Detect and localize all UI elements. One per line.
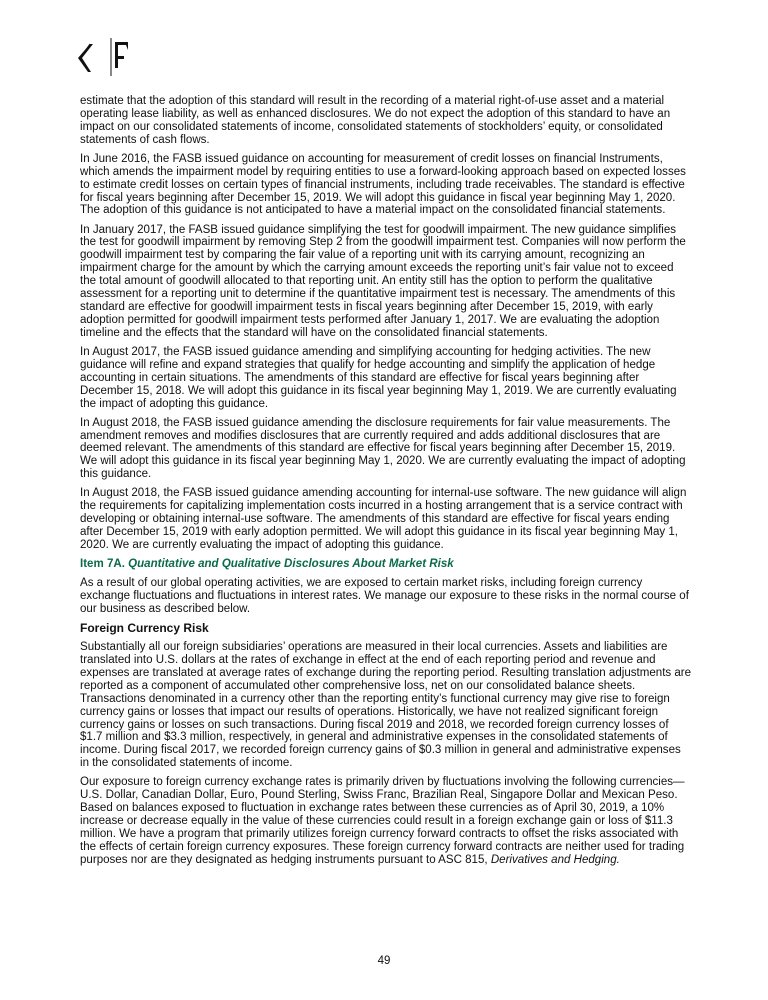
subheading-foreign-currency-risk: Foreign Currency Risk — [80, 621, 209, 636]
section-heading-item-7a — [80, 558, 692, 571]
document-body — [80, 95, 692, 873]
paragraph-fx-1: Substantially all our foreign subsidiaries’ operations are measured in their local currencies. Assets and liabilities are translated into U.S. dollars at the rates of exchange in effect at the end of each reporting period and revenue and expenses are translated at average rates of exchange during the reporting period. Resulting translation adjustments are reported as a component of accumulated other comprehensive loss, net on our consolidated balance sheets. Transactions denominated in a currency other than the reporting entity’s functional currency may give rise to foreign currency gains or losses that impact our results of operations. Historically, we have not realized significant foreign currency gains or losses on such transactions. During fiscal 2019 and 2018, we recorded foreign currency losses of $1.7 million and $3.3 million, respectively, in general and administrative expenses in the consolidated statements of income. During fiscal 2017, we recorded foreign currency gains of $0.3 million in general and administrative expenses in the consolidated statements of income. — [80, 641, 692, 770]
paragraph-credit-losses: In June 2016, the FASB issued guidance on accounting for measurement of credit losses on financial Instruments, which amends the impairment model by requiring entities to use a forward-looking approach based on expected losses to estimate credit losses on certain types of financial instruments, including trade receivables. The standard is effective for fiscal years beginning after December 15, 2019. We will adopt this guidance in fiscal year beginning May 1, 2020. The adoption of this guidance is not anticipated to have a material impact on the consolidated financial statements. — [80, 152, 686, 217]
paragraph-goodwill: In January 2017, the FASB issued guidance simplifying the test for goodwill impairment. The new guidance simplifies the test for goodwill impairment by removing Step 2 from the goodwill impairment test. Companies will now perform the goodwill impairment test by comparing the fair value of a reporting unit with its carrying amount, recognizing an impairment charge for the amount by which the carrying amount exceeds the reporting unit’s fair value not to exceed the total amount of goodwill allocated to that reporting unit. An entity still has the option to perform the qualitative assessment for a reporting unit to determine if the quantitative impairment test is necessary. The amendments of this standard are effective for goodwill impairment tests in fiscal years beginning after December 15, 2019, with early adoption permitted for goodwill impairment tests performed after January 1, 2017. We are evaluating the adoption timeline and the effects that the standard will have on the consolidated financial statements. — [80, 223, 686, 339]
item-title: Quantitative and Qualitative Disclosures About Market Risk — [128, 558, 454, 571]
item-label: Item 7A. — [80, 558, 125, 571]
paragraph-fx-2-text: Our exposure to foreign currency exchange rates is primarily driven by fluctuations involving the following currencies—U.S. Dollar, Canadian Dollar, Euro, Pound Sterling, Swiss Franc, Brazilian Real, Singapore Dollar and Mexican Peso. Based on balances exposed to fluctuation in exchange rates between these currencies as of April 30, 2019, a 10% increase or decrease equally in the value of these currencies could result in a foreign exchange gain or loss of $11.3 million. We have a program that primarily utilizes foreign currency forward contracts to offset the risks associated with the effects of certain foreign currency exposures. These foreign currency forward contracts are neither used for trading purposes nor are they designated as hedging instruments pursuant to ASC 815, — [80, 776, 685, 866]
paragraph-fair-value: In August 2018, the FASB issued guidance amending the disclosure requirements for fair value measurements. The amendment removes and modifies disclosures that are currently required and adds additional disclosures that are deemed relevant. The amendments of this standard are effective for fiscal years beginning after December 15, 2019. We will adopt this guidance in its fiscal year beginning May 1, 2020. We are currently evaluating the impact of adopting this guidance. — [80, 416, 686, 481]
paragraph-internal-use-software: In August 2018, the FASB issued guidance amending accounting for internal-use software. The new guidance will align the requirements for capitalizing implementation costs incurred in a hosting arrangement that is a service contract with developing or obtaining internal-use software. The amendments of this standard are effective for fiscal years ending after December 15, 2019 with early adoption permitted. We will adopt this guidance in its fiscal year beginning May 1, 2020. We are currently evaluating the impact of adopting this guidance. — [80, 487, 687, 551]
company-logo — [76, 34, 136, 78]
paragraph-lease: estimate that the adoption of this standard will result in the recording of a material right-of-use asset and a material operating lease liability, as well as enhanced disclosures. We do not expect the adoption of this standard to have an impact on our consolidated statements of income, consolidated statements of stockholders’ equity, or consolidated statements of cash flows. — [80, 95, 671, 146]
paragraph-hedging: In August 2017, the FASB issued guidance amending and simplifying accounting for hedging activities. The new guidance will refine and expand strategies that qualify for hedge accounting and simplify the application of hedge accounting in certain situations. The amendments of this standard are effective for fiscal years beginning after December 15, 2018. We will adopt this guidance in its fiscal year beginning May 1, 2019. We are currently evaluating the impact of adopting this guidance. — [80, 345, 677, 410]
page-number: 49 — [377, 955, 391, 967]
paragraph-market-risk-intro: As a result of our global operating activities, we are exposed to certain market risks, including foreign currency exchange fluctuations and fluctuations in interest rates. We manage our exposure to these risks in the normal course of our business as described below. — [80, 577, 689, 615]
paragraph-fx-2-italic: Derivatives and Hedging. — [490, 853, 620, 866]
paragraph-fx-2 — [80, 776, 692, 866]
